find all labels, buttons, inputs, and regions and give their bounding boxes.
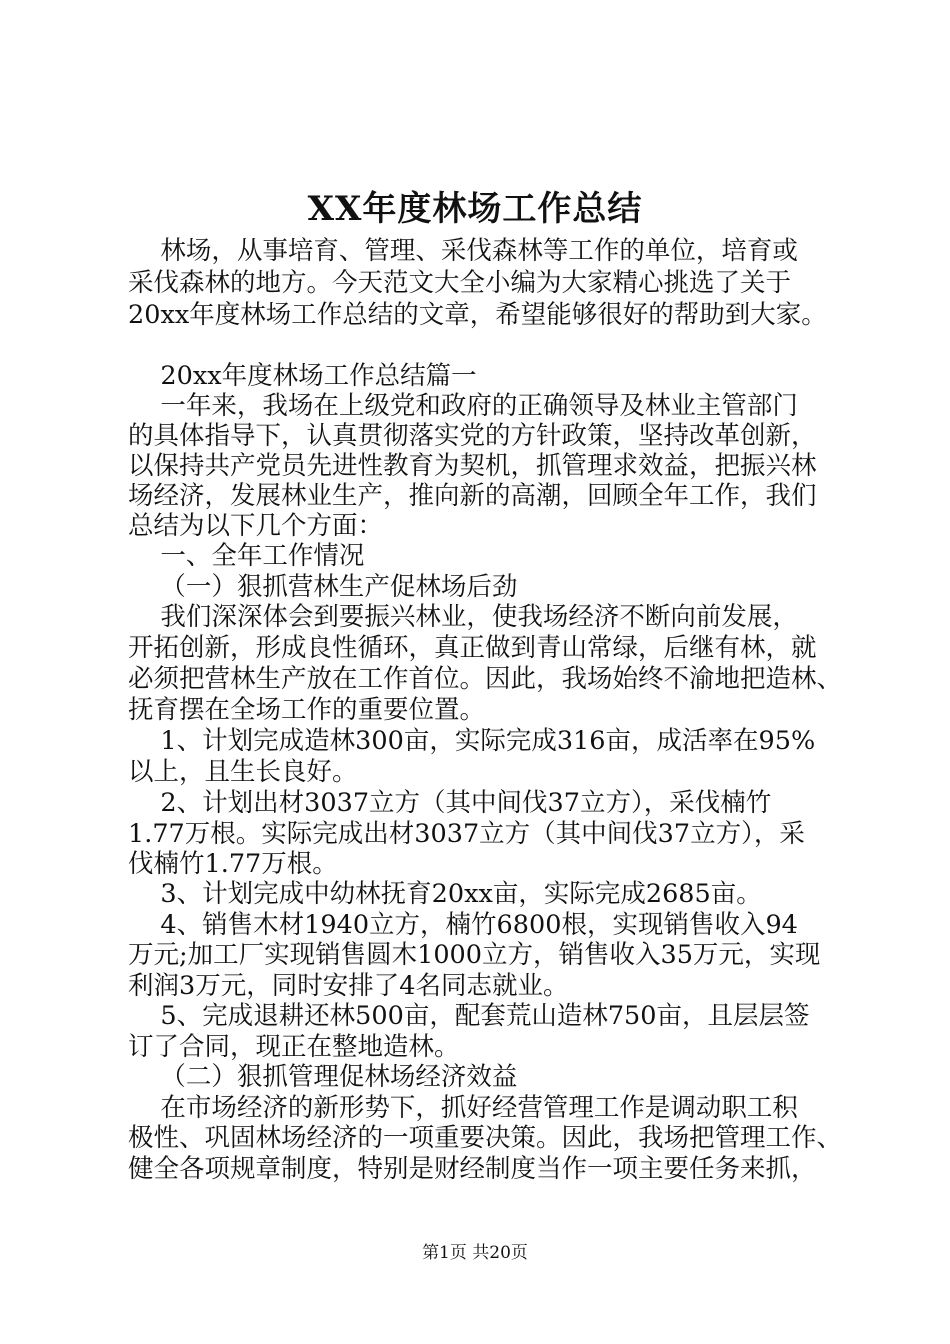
body-line-16: 1、计划完成造林300亩，实际完成316亩，成活率在95% [128,726,816,756]
body-line-19: 1.77万根。实际完成出材3037立方（其中间伐37立方），采 [128,819,805,849]
body-line-8: 场经济，发展林业生产，推向新的高潮，回顾全年工作，我们 [128,481,817,511]
section-heading-article-1: 20xx年度林场工作总结篇一 [128,361,477,391]
body-line-17: 以上，且生长良好。 [128,757,358,787]
body-line-30: 健全各项规章制度，特别是财经制度当作一项主要任务来抓， [128,1154,817,1184]
body-line-24: 利润3万元，同时安排了4名同志就业。 [128,971,569,1001]
body-line-1: 林场，从事培育、管理、采伐森林等工作的单位，培育或 [128,236,798,266]
body-line-18: 2、计划出材3037立方（其中间伐37立方），采伐楠竹 [128,788,772,818]
body-line-6: 的具体指导下，认真贯彻落实党的方针政策，坚持改革创新， [128,421,817,451]
body-line-14: 必须把营林生产放在工作首位。因此，我场始终不渝地把造林、 [128,664,843,694]
body-line-28: 在市场经济的新形势下，抓好经营管理工作是调动职工积 [128,1093,798,1123]
body-line-9: 总结为以下几个方面： [128,511,384,541]
body-line-2: 采伐森林的地方。今天范文大全小编为大家精心挑选了关于 [128,268,792,298]
section-heading-1: 一、全年工作情况 [128,541,365,571]
body-line-21: 3、计划完成中幼林抚育20xx亩，实际完成2685亩。 [128,879,762,909]
body-line-3: 20xx年度林场工作总结的文章，希望能够很好的帮助到大家。 [128,300,827,330]
body-line-15: 抚育摆在全场工作的重要位置。 [128,695,486,725]
body-line-22: 4、销售木材1940立方，楠竹6800根，实现销售收入94 [128,910,798,940]
subsection-heading-2: （二）狠抓管理促林场经济效益 [128,1062,518,1092]
body-line-25: 5、完成退耕还林500亩，配套荒山造林750亩，且层层签 [128,1001,810,1031]
body-line-20: 伐楠竹1.77万根。 [128,849,338,879]
body-line-23: 万元;加工厂实现销售圆木1000立方，销售收入35万元，实现 [128,940,821,970]
subsection-heading-1: （一）狠抓营林生产促林场后劲 [128,572,518,602]
body-line-12: 我们深深体会到要振兴林业，使我场经济不断向前发展， [128,602,798,632]
body-line-26: 订了合同，现正在整地造林。 [128,1032,460,1062]
document-title: XX年度林场工作总结 [307,189,643,229]
body-line-5: 一年来，我场在上级党和政府的正确领导及林业主管部门 [128,391,798,421]
body-line-13: 开拓创新，形成良性循环，真正做到青山常绿，后继有林，就 [128,633,817,663]
body-line-29: 极性、巩固林场经济的一项重要决策。因此，我场把管理工作、 [128,1123,843,1153]
body-line-7: 以保持共产党员先进性教育为契机，抓管理求效益，把振兴林 [128,451,817,481]
page-number-footer: 第1页 共20页 [422,1243,528,1263]
